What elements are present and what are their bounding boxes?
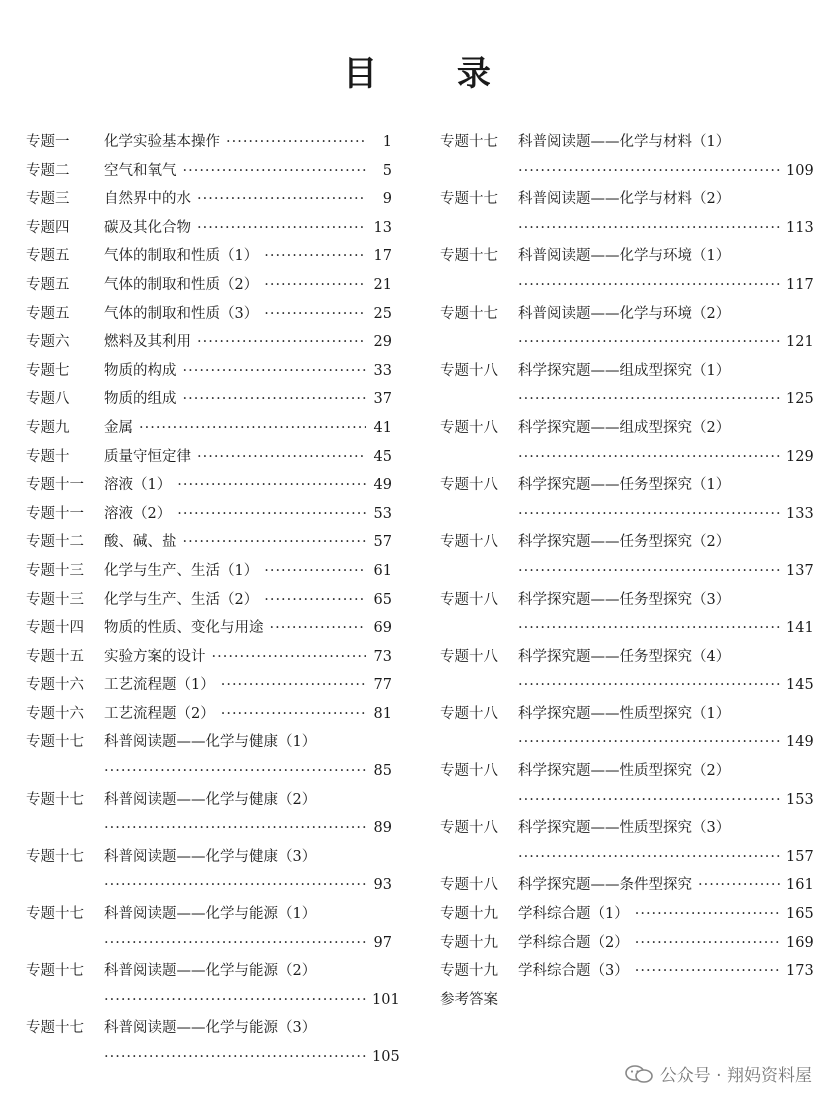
toc-leader-dots xyxy=(518,786,780,815)
toc-topic-title: 物质的组成 xyxy=(104,391,177,408)
toc-leader-dots xyxy=(518,728,780,757)
toc-topic-number: 专题十 xyxy=(26,448,70,465)
toc-entry-continuation xyxy=(440,843,814,872)
toc-entry-continuation xyxy=(26,1043,400,1072)
toc-page-number: 21 xyxy=(373,276,392,293)
toc-entry-continuation xyxy=(440,500,814,529)
toc-entry[interactable] xyxy=(26,900,392,957)
toc-leader-dots xyxy=(197,443,366,472)
toc-entry[interactable] xyxy=(26,614,392,643)
toc-topic-number: 专题十六 xyxy=(26,705,84,722)
toc-page-number: 113 xyxy=(786,219,814,236)
toc-page-number: 77 xyxy=(373,677,392,694)
toc-topic-title: 科普阅读题——化学与能源（2） xyxy=(104,963,317,980)
toc-topic-number: 专题十三 xyxy=(26,591,84,608)
toc-entry[interactable] xyxy=(440,528,814,585)
toc-entry-continuation xyxy=(440,557,814,586)
toc-entry[interactable] xyxy=(26,700,392,729)
toc-leader-dots xyxy=(197,214,366,243)
toc-topic-number: 专题十六 xyxy=(26,677,84,694)
toc-entry-line xyxy=(26,385,392,414)
toc-page-number: 137 xyxy=(786,562,814,579)
toc-page-number: 49 xyxy=(373,477,392,494)
toc-page-number: 97 xyxy=(373,934,392,951)
toc-leader-dots xyxy=(212,643,367,672)
toc-entry-line xyxy=(26,1014,392,1043)
toc-page-number: 125 xyxy=(786,391,814,408)
toc-page-number: 153 xyxy=(786,791,814,808)
toc-entry-line xyxy=(26,614,392,643)
toc-topic-title: 科学探究题——组成型探究（2） xyxy=(518,419,731,436)
toc-topic-title: 溶液（1） xyxy=(104,477,172,494)
toc-topic-number: 专题十八 xyxy=(440,648,498,665)
toc-topic-number: 专题十九 xyxy=(440,934,498,951)
toc-topic-number: 专题十七 xyxy=(26,734,84,751)
toc-entry-continuation xyxy=(26,757,392,786)
toc-page-number: 157 xyxy=(786,848,814,865)
toc-entry-line xyxy=(26,500,392,529)
toc-topic-title: 化学与生产、生活（2） xyxy=(104,591,259,608)
toc-topic-title: 科学探究题——性质型探究（2） xyxy=(518,763,731,780)
toc-topic-number: 专题十九 xyxy=(440,963,498,980)
toc-page-number: 1 xyxy=(382,134,392,150)
toc-entry-line xyxy=(26,643,392,672)
toc-topic-title: 科学探究题——任务型探究（2） xyxy=(518,534,731,551)
toc-page-number: 73 xyxy=(373,648,392,665)
toc-entry[interactable] xyxy=(26,528,392,557)
toc-entry-line xyxy=(26,271,392,300)
toc-entry[interactable] xyxy=(26,471,392,500)
toc-leader-dots xyxy=(197,185,366,214)
toc-topic-number: 专题十八 xyxy=(440,534,498,551)
toc-topic-number: 专题一 xyxy=(26,134,70,150)
toc-entry[interactable] xyxy=(26,414,392,443)
toc-entry[interactable] xyxy=(440,471,814,528)
toc-leader-dots xyxy=(518,443,780,472)
toc-entry[interactable] xyxy=(26,557,392,586)
toc-topic-number: 专题七 xyxy=(26,362,70,379)
toc-leader-dots xyxy=(264,271,366,300)
toc-leader-dots xyxy=(104,871,366,900)
toc-leader-dots xyxy=(183,357,367,386)
toc-leader-dots xyxy=(104,929,366,958)
toc-entry[interactable] xyxy=(440,414,814,471)
watermark xyxy=(624,1061,812,1086)
toc-topic-title: 科普阅读题——化学与健康（2） xyxy=(104,791,317,808)
toc-entry[interactable] xyxy=(440,586,814,643)
toc-leader-dots xyxy=(221,671,366,700)
toc-topic-number: 专题十八 xyxy=(440,705,498,722)
toc-leader-dots xyxy=(518,557,780,586)
toc-topic-title: 科学探究题——性质型探究（1） xyxy=(518,705,731,722)
toc-entry-line xyxy=(440,900,814,929)
toc-topic-number: 专题二 xyxy=(26,162,70,179)
toc-page-number: 105 xyxy=(372,1049,400,1065)
toc-entry-line xyxy=(440,871,814,900)
toc-topic-title: 科学探究题——任务型探究（1） xyxy=(518,477,731,494)
toc-topic-number: 专题八 xyxy=(26,391,70,408)
toc-entry[interactable] xyxy=(440,929,814,958)
toc-entry-continuation xyxy=(440,328,814,357)
toc-entry-line xyxy=(440,242,806,271)
toc-leader-dots xyxy=(518,328,780,357)
toc-leader-dots xyxy=(183,157,367,186)
toc-leader-dots xyxy=(221,700,366,729)
toc-entry-line xyxy=(440,300,806,329)
toc-topic-number: 专题四 xyxy=(26,219,70,236)
toc-leader-dots xyxy=(518,500,780,529)
toc-leader-dots xyxy=(698,871,780,900)
toc-topic-number: 专题十八 xyxy=(440,419,498,436)
toc-entry[interactable] xyxy=(26,500,392,529)
toc-page-number: 5 xyxy=(382,162,392,179)
toc-entry-line xyxy=(26,157,392,186)
toc-entry-line xyxy=(440,814,806,843)
toc-entry-continuation xyxy=(440,671,814,700)
toc-page-number: 117 xyxy=(786,276,814,293)
toc-page-number: 25 xyxy=(373,305,392,322)
toc-leader-dots xyxy=(635,929,780,958)
toc-entry-line xyxy=(26,414,392,443)
toc-entry-continuation xyxy=(26,986,400,1015)
toc-leader-dots xyxy=(264,586,366,615)
toc-page-number: 85 xyxy=(373,763,392,780)
toc-entry-line xyxy=(440,471,806,500)
toc-entry[interactable] xyxy=(440,357,814,414)
toc-entry-continuation xyxy=(440,385,814,414)
toc-topic-number: 专题十七 xyxy=(440,191,498,208)
toc-page-number: 133 xyxy=(786,505,814,522)
toc-topic-number: 专题十七 xyxy=(26,906,84,923)
toc-topic-number: 专题十七 xyxy=(440,134,498,150)
toc-topic-number: 专题十四 xyxy=(26,620,84,637)
toc-topic-title: 科普阅读题——化学与材料（1） xyxy=(518,134,731,150)
toc-entry[interactable] xyxy=(26,185,392,214)
toc-topic-number: 专题十七 xyxy=(26,1020,84,1037)
toc-page-number: 145 xyxy=(786,677,814,694)
toc-leader-dots xyxy=(226,128,366,157)
toc-entry[interactable] xyxy=(26,643,392,672)
toc-entry-continuation xyxy=(26,871,392,900)
toc-topic-number: 专题十七 xyxy=(26,791,84,808)
toc-page-number: 101 xyxy=(372,991,400,1008)
toc-topic-number: 专题十八 xyxy=(440,362,498,379)
toc-entry[interactable] xyxy=(26,443,392,472)
toc-topic-number: 专题十二 xyxy=(26,534,84,551)
toc-leader-dots xyxy=(518,271,780,300)
toc-topic-number: 专题十八 xyxy=(440,820,498,837)
toc-topic-number: 专题六 xyxy=(26,334,70,351)
toc-entry-continuation xyxy=(26,814,392,843)
toc-page-number: 9 xyxy=(382,191,392,208)
toc-page-number: 129 xyxy=(786,448,814,465)
toc-entry[interactable] xyxy=(26,1014,400,1071)
toc-entry-continuation xyxy=(440,443,814,472)
toc-entry[interactable] xyxy=(26,786,392,843)
toc-page-number: 109 xyxy=(786,162,814,179)
toc-leader-dots xyxy=(264,300,366,329)
toc-topic-number: 专题五 xyxy=(26,276,70,293)
wechat-icon xyxy=(624,1064,654,1084)
toc-topic-title: 酸、碱、盐 xyxy=(104,534,177,551)
toc-right-column xyxy=(440,128,814,1014)
toc-entry-line xyxy=(26,728,392,757)
toc-topic-number: 专题十八 xyxy=(440,477,498,494)
toc-leader-dots xyxy=(183,528,367,557)
toc-topic-title: 科学探究题——组成型探究（1） xyxy=(518,362,731,379)
toc-leader-dots xyxy=(183,385,367,414)
toc-topic-title: 碳及其化合物 xyxy=(104,219,191,236)
toc-topic-number: 专题十九 xyxy=(440,906,498,923)
toc-leader-dots xyxy=(518,385,780,414)
toc-topic-title: 科普阅读题——化学与环境（2） xyxy=(518,305,731,322)
toc-topic-title: 工艺流程题（2） xyxy=(104,705,215,722)
toc-topic-title: 工艺流程题（1） xyxy=(104,677,215,694)
toc-leader-dots xyxy=(104,814,366,843)
toc-leader-dots xyxy=(518,614,780,643)
toc-entry-continuation xyxy=(26,929,392,958)
toc-entry-line xyxy=(440,185,806,214)
toc-topic-title: 实验方案的设计 xyxy=(104,648,206,665)
toc-topic-number: 专题十七 xyxy=(440,248,498,265)
toc-entry[interactable] xyxy=(440,185,814,242)
toc-topic-title: 气体的制取和性质（3） xyxy=(104,305,259,322)
toc-entry[interactable] xyxy=(26,357,392,386)
toc-entry[interactable] xyxy=(440,871,814,900)
answers-label[interactable]: 参考答案 xyxy=(440,991,498,1008)
toc-entry-continuation xyxy=(440,786,814,815)
toc-entry[interactable] xyxy=(26,300,392,329)
toc-page-number: 13 xyxy=(373,219,392,236)
toc-entry[interactable] xyxy=(26,271,392,300)
toc-entry-line xyxy=(440,957,814,986)
toc-entry[interactable] xyxy=(26,128,392,157)
toc-entry-line xyxy=(26,242,392,271)
page-title: 目 录 xyxy=(343,54,525,94)
toc-entry-line xyxy=(440,929,814,958)
toc-topic-title: 科普阅读题——化学与健康（3） xyxy=(104,848,317,865)
toc-leader-dots xyxy=(104,1043,366,1072)
toc-entry[interactable] xyxy=(440,128,814,185)
toc-topic-title: 科学探究题——任务型探究（3） xyxy=(518,591,731,608)
toc-topic-number: 专题三 xyxy=(26,191,70,208)
toc-topic-title: 科普阅读题——化学与环境（1） xyxy=(518,248,731,265)
toc-entry-line xyxy=(26,843,392,872)
toc-page-number: 165 xyxy=(786,906,814,923)
toc-entry-line xyxy=(440,700,806,729)
toc-topic-title: 物质的性质、变化与用途 xyxy=(104,620,264,637)
toc-page-number: 53 xyxy=(373,505,392,522)
toc-page-number: 169 xyxy=(786,934,814,951)
toc-entry-line xyxy=(26,357,392,386)
toc-topic-number: 专题十八 xyxy=(440,763,498,780)
toc-leader-dots xyxy=(177,500,366,529)
toc-topic-number: 专题十八 xyxy=(440,591,498,608)
toc-leader-dots xyxy=(197,328,366,357)
toc-entry[interactable] xyxy=(26,843,392,900)
toc-topic-number: 专题十五 xyxy=(26,648,84,665)
toc-page-number: 61 xyxy=(373,562,392,579)
toc-entry-line xyxy=(26,671,392,700)
toc-page-number: 45 xyxy=(373,448,392,465)
toc-page-number: 141 xyxy=(786,620,814,637)
toc-entry[interactable] xyxy=(26,328,392,357)
toc-page-number: 173 xyxy=(786,963,814,980)
toc-page-number: 149 xyxy=(786,734,814,751)
toc-leader-dots xyxy=(518,214,780,243)
toc-topic-number: 专题十七 xyxy=(26,848,84,865)
toc-entry[interactable] xyxy=(440,757,814,814)
toc-entry[interactable] xyxy=(26,671,392,700)
toc-page-number: 121 xyxy=(786,334,814,351)
toc-entry-line xyxy=(440,357,806,386)
toc-entry[interactable] xyxy=(440,700,814,757)
toc-entry-line xyxy=(26,586,392,615)
toc-entry[interactable] xyxy=(26,157,392,186)
toc-topic-title: 科学探究题——条件型探究 xyxy=(518,877,692,894)
toc-entry-line xyxy=(440,528,806,557)
toc-entry-continuation xyxy=(440,728,814,757)
toc-leader-dots xyxy=(264,557,366,586)
toc-topic-title: 气体的制取和性质（2） xyxy=(104,276,259,293)
toc-topic-number: 专题五 xyxy=(26,305,70,322)
toc-entry-line xyxy=(26,185,392,214)
toc-topic-title: 自然界中的水 xyxy=(104,191,191,208)
toc-entry[interactable] xyxy=(26,957,400,1014)
toc-entry[interactable] xyxy=(440,957,814,986)
toc-topic-number: 专题十七 xyxy=(440,305,498,322)
toc-entry[interactable] xyxy=(26,586,392,615)
toc-entry-continuation xyxy=(440,214,814,243)
toc-leader-dots xyxy=(270,614,367,643)
toc-entry-line xyxy=(26,328,392,357)
toc-topic-title: 学科综合题（1） xyxy=(518,906,629,923)
toc-page-number: 29 xyxy=(373,334,392,351)
toc-entry[interactable] xyxy=(26,214,392,243)
toc-topic-number: 专题十一 xyxy=(26,505,84,522)
toc-topic-number: 专题十一 xyxy=(26,477,84,494)
toc-topic-title: 溶液（2） xyxy=(104,505,172,522)
toc-topic-title: 科学探究题——性质型探究（3） xyxy=(518,820,731,837)
toc-entry-continuation xyxy=(440,614,814,643)
toc-topic-number: 专题九 xyxy=(26,419,70,436)
toc-page-number: 37 xyxy=(373,391,392,408)
toc-topic-number: 专题十八 xyxy=(440,877,498,894)
toc-topic-title: 质量守恒定律 xyxy=(104,448,191,465)
toc-page-number: 89 xyxy=(373,820,392,837)
toc-page-number: 81 xyxy=(373,705,392,722)
toc-page-number: 93 xyxy=(373,877,392,894)
toc-topic-title: 化学实验基本操作 xyxy=(104,134,220,150)
toc-topic-number: 专题五 xyxy=(26,248,70,265)
toc-page-number: 69 xyxy=(373,620,392,637)
toc-topic-title: 金属 xyxy=(104,419,133,436)
toc-page-number: 65 xyxy=(373,591,392,608)
toc-page-number: 57 xyxy=(373,534,392,551)
toc-topic-title: 化学与生产、生活（1） xyxy=(104,562,259,579)
toc-entry-line xyxy=(26,128,392,157)
toc-entry[interactable] xyxy=(440,300,814,357)
toc-entry[interactable] xyxy=(440,643,814,700)
toc-entry-line xyxy=(26,471,392,500)
toc-entry[interactable] xyxy=(440,900,814,929)
toc-entry[interactable] xyxy=(26,728,392,785)
toc-topic-title: 学科综合题（3） xyxy=(518,963,629,980)
toc-entry-line xyxy=(440,128,806,157)
toc-entry-line xyxy=(26,557,392,586)
toc-topic-title: 科普阅读题——化学与能源（1） xyxy=(104,906,317,923)
toc-leader-dots xyxy=(635,900,780,929)
toc-entry[interactable] xyxy=(440,814,814,871)
toc-topic-title: 学科综合题（2） xyxy=(518,934,629,951)
toc-entry-line xyxy=(26,214,392,243)
toc-left-column xyxy=(26,128,400,1072)
toc-entry-line xyxy=(26,900,392,929)
toc-topic-title: 燃料及其利用 xyxy=(104,334,191,351)
toc-entry-line xyxy=(26,443,392,472)
toc-entry-line xyxy=(26,786,392,815)
toc-entry[interactable] xyxy=(26,385,392,414)
toc-entry-line xyxy=(26,957,392,986)
toc-entry-continuation xyxy=(440,271,814,300)
toc-topic-title: 科普阅读题——化学与健康（1） xyxy=(104,734,317,751)
toc-leader-dots xyxy=(518,843,780,872)
toc-entry-line xyxy=(26,528,392,557)
toc-topic-number: 专题十三 xyxy=(26,562,84,579)
toc-topic-title: 科学探究题——任务型探究（4） xyxy=(518,648,731,665)
toc-leader-dots xyxy=(518,157,780,186)
toc-entry-line xyxy=(26,700,392,729)
toc-entry-continuation xyxy=(440,157,814,186)
toc-leader-dots xyxy=(518,671,780,700)
toc-page-number: 161 xyxy=(786,877,814,894)
toc-entry-line xyxy=(440,414,806,443)
toc-topic-title: 科普阅读题——化学与能源（3） xyxy=(104,1020,317,1037)
toc-entry[interactable] xyxy=(26,242,392,271)
toc-entry-line xyxy=(440,586,806,615)
toc-page-number: 33 xyxy=(373,362,392,379)
toc-entry-line xyxy=(440,643,806,672)
toc-topic-title: 气体的制取和性质（1） xyxy=(104,248,259,265)
toc-leader-dots xyxy=(177,471,366,500)
toc-topic-title: 科普阅读题——化学与材料（2） xyxy=(518,191,731,208)
toc-topic-title: 空气和氧气 xyxy=(104,162,177,179)
watermark-text: 公众号 · 翔妈资料屋 xyxy=(659,1066,812,1086)
toc-leader-dots xyxy=(635,957,780,986)
toc-entry[interactable] xyxy=(440,242,814,299)
toc-leader-dots xyxy=(139,414,366,443)
toc-page-number: 41 xyxy=(373,419,392,436)
toc-leader-dots xyxy=(104,757,366,786)
toc-leader-dots xyxy=(104,986,366,1015)
toc-entry-line xyxy=(26,300,392,329)
toc-topic-number: 专题十七 xyxy=(26,963,84,980)
toc-page-number: 17 xyxy=(373,248,392,265)
toc-entry-line xyxy=(440,757,806,786)
toc-topic-title: 物质的构成 xyxy=(104,362,177,379)
toc-leader-dots xyxy=(264,242,366,271)
